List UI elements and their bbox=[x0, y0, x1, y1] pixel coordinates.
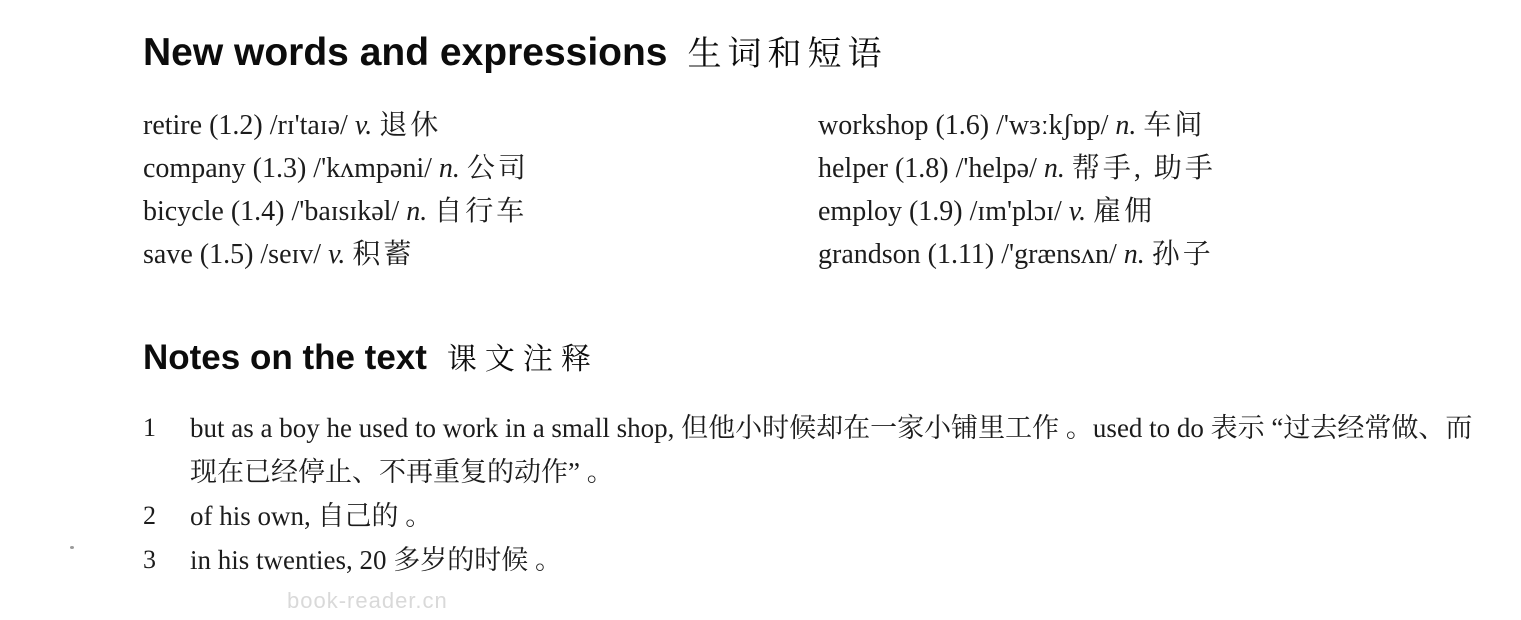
vocab-entry-pos: v. bbox=[354, 110, 373, 141]
vocab-entry-head: company (1.3) /'kʌmpəni/ bbox=[143, 153, 432, 184]
vocab-entry-head: bicycle (1.4) /'baɪsɪkəl/ bbox=[143, 196, 400, 227]
vocab-entry-meaning: 雇佣 bbox=[1093, 196, 1156, 227]
vocab-list bbox=[143, 104, 1216, 276]
vocab-entry-pos: v. bbox=[328, 239, 346, 270]
vocab-entry-retire bbox=[143, 104, 818, 147]
vocab-section-heading bbox=[143, 26, 888, 75]
vocab-entry-meaning: 帮手, 助手 bbox=[1071, 153, 1216, 184]
watermark: book-reader.cn bbox=[287, 588, 448, 613]
vocab-entry-head: save (1.5) /seɪv/ bbox=[143, 239, 322, 270]
vocab-entry-meaning: 退休 bbox=[379, 110, 442, 141]
vocab-entry-meaning: 积蓄 bbox=[352, 239, 415, 270]
vocab-entry-pos: n. bbox=[438, 153, 460, 184]
note-number: 3 bbox=[143, 545, 156, 574]
vocab-entry-pos: n. bbox=[406, 196, 428, 227]
vocab-entry-pos: n. bbox=[1043, 153, 1065, 184]
vocab-entry-bicycle bbox=[143, 190, 818, 233]
vocab-entry-company bbox=[143, 147, 818, 190]
note-text: in his twenties, 20 多岁的时候 。 bbox=[190, 545, 562, 575]
note-number: 1 bbox=[143, 413, 156, 442]
notes-heading-zh: 课文注释 bbox=[446, 343, 599, 376]
vocab-entry-helper bbox=[818, 147, 1216, 190]
vocab-entry-head: workshop (1.6) /'wɜːkʃɒp/ bbox=[818, 110, 1109, 141]
vocab-entry-save bbox=[143, 233, 818, 276]
vocab-right-column bbox=[818, 104, 1216, 276]
vocab-entry-meaning: 自行车 bbox=[434, 196, 528, 227]
vocab-entry-meaning: 公司 bbox=[466, 153, 529, 184]
vocab-entry-pos: n. bbox=[1123, 239, 1145, 270]
vocab-entry-employ bbox=[818, 190, 1216, 233]
note-text: but as a boy he used to work in a small shop, 但他小时候却在一家小铺里工作 。used to do 表示 “过去经常做、而现在已经停止、不再重复的动作” 。 bbox=[190, 413, 1473, 487]
note-number: 2 bbox=[143, 501, 156, 530]
vocab-entry-pos: n. bbox=[1115, 110, 1137, 141]
notes-section-heading bbox=[143, 334, 599, 378]
vocab-entry-workshop bbox=[818, 104, 1216, 147]
vocab-entry-head: retire (1.2) /rɪ'taɪə/ bbox=[143, 110, 348, 141]
vocab-left-column bbox=[143, 104, 818, 276]
note-item-3 bbox=[143, 538, 1473, 582]
vocab-entry-head: employ (1.9) /ɪm'plɔɪ/ bbox=[818, 196, 1062, 227]
vocab-entry-head: grandson (1.11) /'grænsʌn/ bbox=[818, 239, 1117, 270]
vocab-entry-meaning: 车间 bbox=[1143, 110, 1206, 141]
vocab-entry-meaning: 孙子 bbox=[1151, 239, 1214, 270]
notes-heading-en: Notes on the text bbox=[143, 338, 427, 377]
notes-list bbox=[143, 406, 1473, 582]
scan-artifact-dot bbox=[70, 546, 74, 549]
note-item-2 bbox=[143, 494, 1473, 538]
note-text: of his own, 自己的 。 bbox=[190, 501, 433, 531]
vocab-entry-head: helper (1.8) /'helpə/ bbox=[818, 153, 1037, 184]
vocab-entry-pos: v. bbox=[1068, 196, 1087, 227]
note-item-1 bbox=[143, 406, 1473, 494]
vocab-heading-zh: 生词和短语 bbox=[687, 36, 888, 73]
vocab-heading-en: New words and expressions bbox=[143, 31, 668, 74]
vocab-entry-grandson bbox=[818, 233, 1216, 276]
